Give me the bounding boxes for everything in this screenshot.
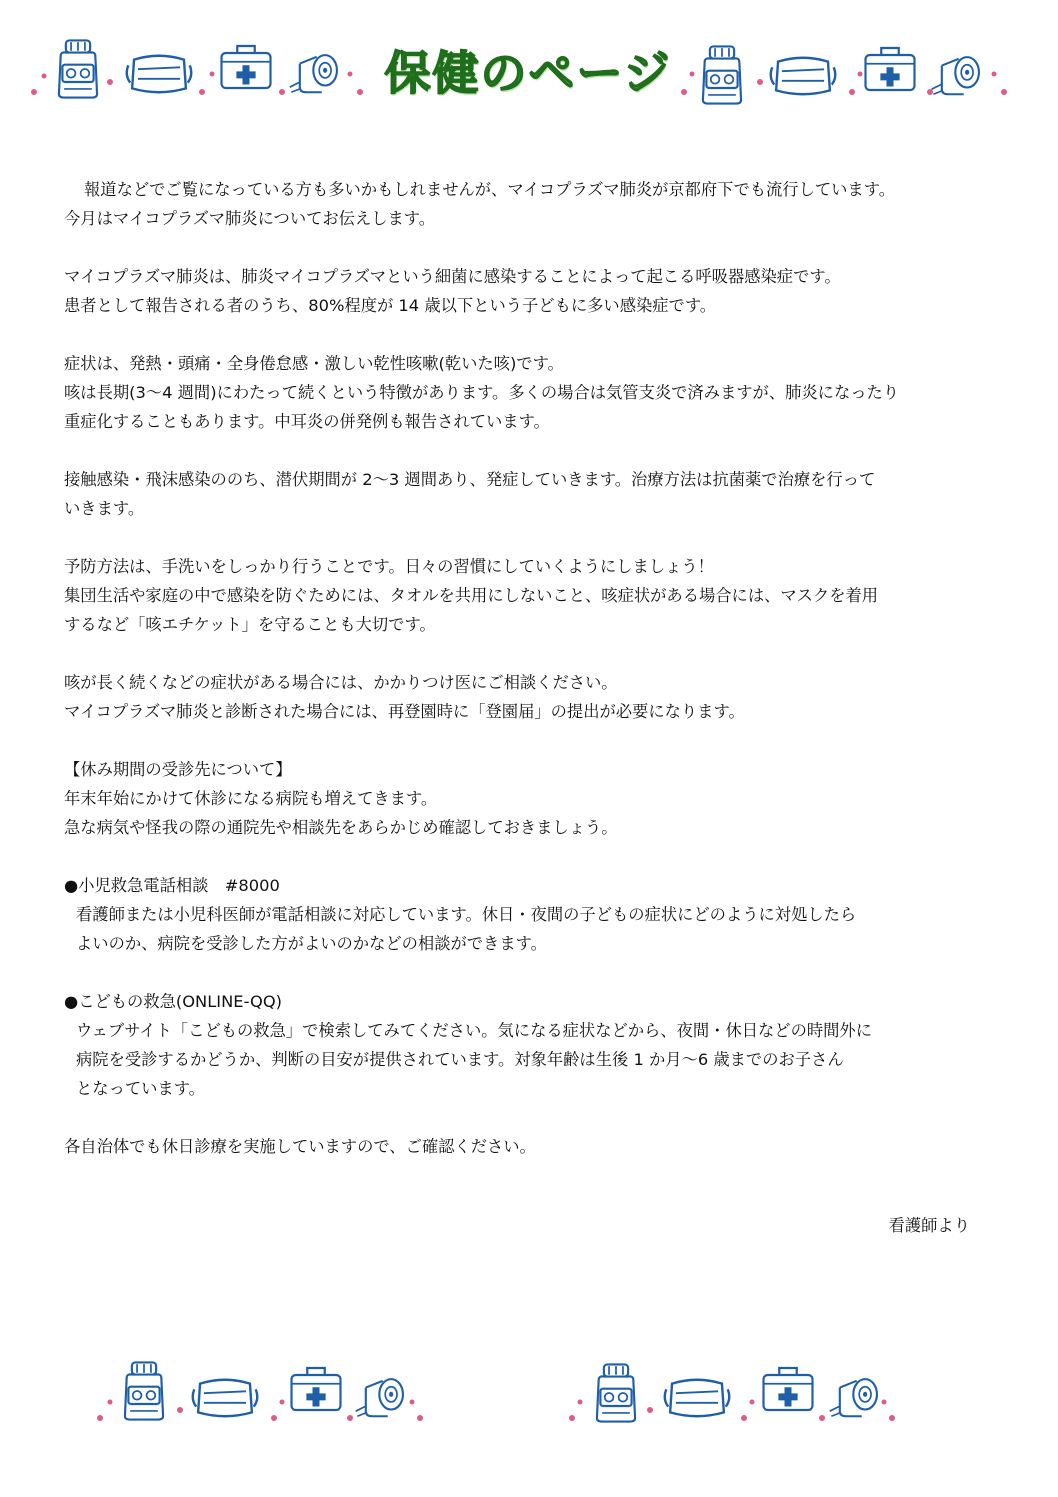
intro-line: 今月はマイコプラズマ肺炎についてお伝えします。	[64, 209, 436, 228]
closing-line: 各自治体でも休日診療を実施していますので、ご確認ください。	[64, 1137, 536, 1156]
article-body	[64, 175, 994, 1161]
phone-consult-line: よいのか、病院を受診した方がよいのかなどの相談ができます。	[76, 934, 547, 953]
holiday-line: 年末年始にかけて休診になる病院も増えてきます。	[64, 789, 438, 808]
medicine-bottle-icon	[590, 1362, 642, 1424]
symptoms-line: 咳は長期(3～4 週間)にわたって続くという特徴があります。多くの場合は気管支炎で済みますが、肺炎になったり	[64, 383, 900, 402]
toilet-paper-icon	[930, 50, 984, 98]
first-aid-kit-icon	[862, 44, 918, 94]
consult-line: マイコプラズマ肺炎と診断された場合には、再登園時に「登園届」の提出が必要になります。	[64, 702, 745, 721]
online-qq-line: 病院を受診するかどうか、判断の目安が提供されています。対象年齢は生後 1 か月～6 歳までのお子さん	[76, 1050, 844, 1069]
consult-line: 咳が長く続くなどの症状がある場合には、かかりつけ医にご相談ください。	[64, 673, 618, 692]
page-title: 保健のページ	[384, 46, 672, 100]
prevention-line: 集団生活や家庭の中で感染を防ぐためには、タオルを共用にしないこと、咳症状がある場合には、マスクを着用	[64, 586, 879, 605]
holiday-line: 急な病気や怪我の際の通院先や相談先をあらかじめ確認しておきましょう。	[64, 818, 618, 837]
intro-line: 報道などでご覧になっている方も多いかもしれませんが、マイコプラズマ肺炎が京都府下でも流行しています。	[84, 180, 895, 199]
header-banner	[0, 0, 1058, 130]
about-line: 患者として報告される者のうち、80%程度が 14 歳以下という子どもに多い感染症です。	[64, 296, 717, 315]
phone-consult-line: 看護師または小児科医師が電話相談に対応しています。休日・夜間の子どもの症状にどのように対処したら	[76, 905, 857, 924]
symptoms-line: 症状は、発熱・頭痛・全身倦怠感・激しい乾性咳嗽(乾いた咳)です。	[64, 354, 564, 373]
mask-icon	[122, 50, 196, 98]
toilet-paper-icon	[354, 1372, 408, 1420]
symptoms-line: 重症化することもあります。中耳炎の併発例も報告されています。	[64, 412, 550, 431]
first-aid-kit-icon	[760, 1364, 816, 1414]
mask-icon	[188, 1374, 262, 1422]
online-qq-line: ウェブサイト「こどもの救急」で検索してみてください。気になる症状などから、夜間・休日などの時間外に	[76, 1021, 872, 1040]
toilet-paper-icon	[828, 1372, 882, 1420]
about-line: マイコプラズマ肺炎は、肺炎マイコプラズマという細菌に感染することによって起こる呼吸器感染症です。	[64, 267, 841, 286]
infection-line: 接触感染・飛沫感染ののち、潜伏期間が 2～3 週間あり、発症していきます。治療方法は抗菌薬で治療を行って	[64, 470, 876, 489]
holiday-heading: 【休み期間の受診先について】	[64, 760, 292, 779]
infection-line: いきます。	[64, 499, 145, 518]
medicine-bottle-icon	[118, 1360, 170, 1422]
medicine-bottle-icon	[52, 38, 104, 100]
phone-consult-heading: ●小児救急電話相談 #8000	[64, 876, 280, 895]
online-qq-line: となっています。	[76, 1079, 205, 1098]
prevention-line: 予防方法は、手洗いをしっかり行うことです。日々の習慣にしていくようにしましょう！	[64, 557, 714, 576]
mask-icon	[660, 1374, 734, 1422]
first-aid-kit-icon	[288, 1364, 344, 1414]
toilet-paper-icon	[288, 48, 342, 96]
signature: 看護師より	[888, 1216, 970, 1235]
first-aid-kit-icon	[218, 42, 274, 92]
prevention-line: するなど「咳エチケット」を守ることも大切です。	[64, 615, 436, 634]
medicine-bottle-icon	[696, 44, 748, 106]
mask-icon	[766, 52, 840, 100]
online-qq-heading: ●こどもの救急(ONLINE-QQ)	[64, 992, 283, 1011]
